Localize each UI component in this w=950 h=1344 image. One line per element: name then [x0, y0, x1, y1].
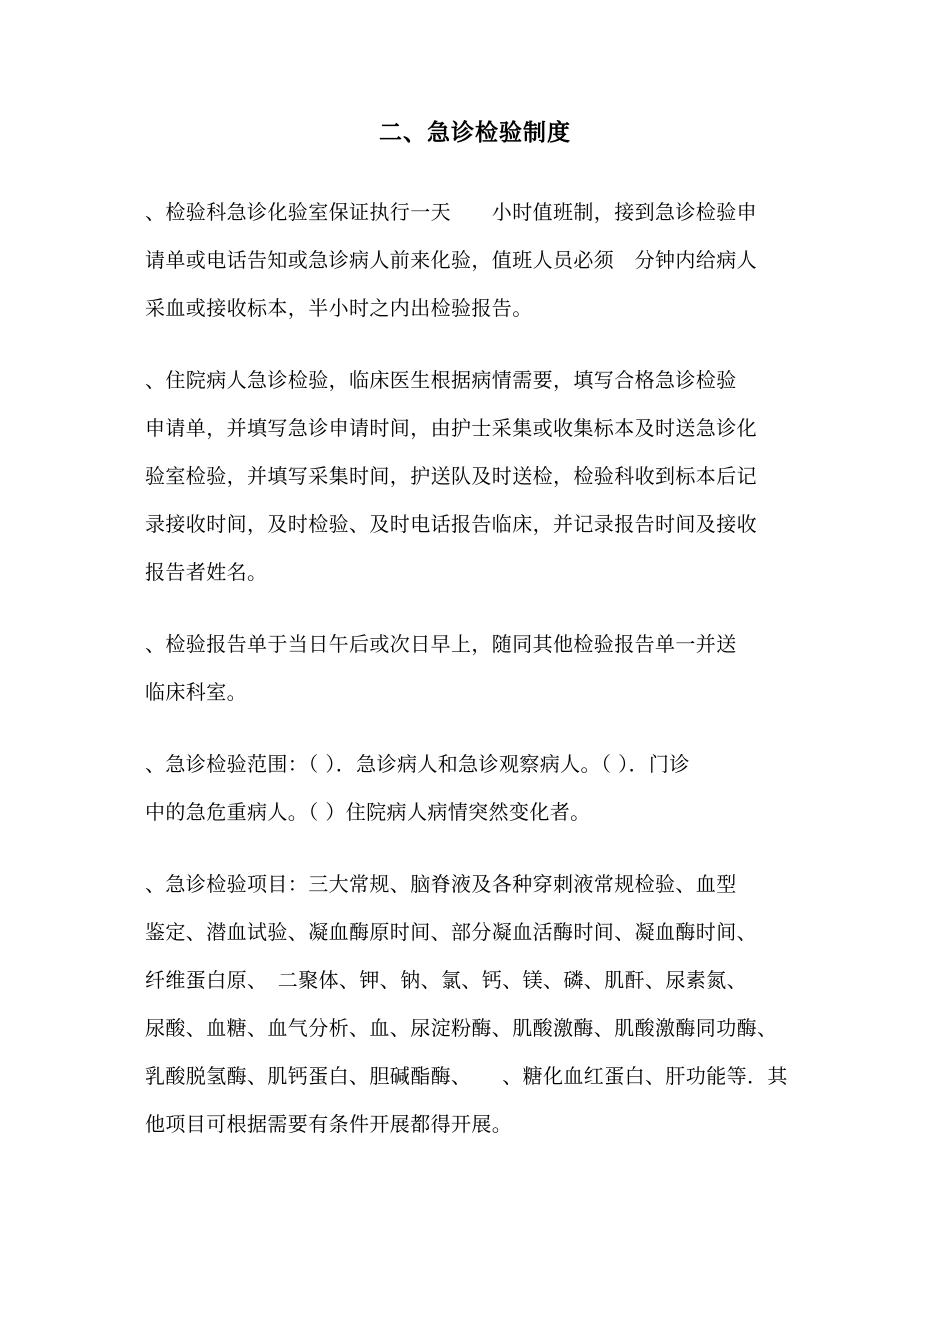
- paragraph-line: 请单或电话告知或急诊病人前来化验，值班人员必须 分钟内给病人: [145, 248, 757, 272]
- paragraph-2: [145, 356, 807, 596]
- paragraph-line: 录接收时间，及时检验、及时电话报告临床，并记录报告时间及接收: [145, 512, 757, 536]
- paragraph-spacer: [145, 596, 807, 620]
- paragraph-spacer: [145, 716, 807, 740]
- paragraph-line: 尿酸、血糖、血气分析、血、尿淀粉酶、肌酸激酶、肌酸激酶同功酶、: [145, 1016, 778, 1040]
- paragraph-spacer: [145, 332, 807, 356]
- paragraph-line: 验室检验，并填写采集时间，护送队及时送检，检验科收到标本后记: [145, 464, 757, 488]
- paragraph-line: 报告者姓名。: [145, 560, 268, 584]
- paragraph-line: 乳酸脱氢酶、肌钙蛋白、胆碱酯酶、 、糖化血红蛋白、肝功能等．其: [145, 1064, 788, 1088]
- paragraph-line: 、检验报告单于当日午后或次日早上，随同其他检验报告单一并送: [145, 632, 737, 656]
- paragraph-1: [145, 188, 807, 332]
- paragraph-line: 他项目可根据需要有条件开展都得开展。: [145, 1112, 513, 1136]
- paragraph-line: 、住院病人急诊检验，临床医生根据病情需要，填写合格急诊检验: [145, 368, 737, 392]
- paragraph-line: 中的急危重病人。（ ）住院病人病情突然变化者。: [145, 800, 591, 824]
- paragraph-line: 、检验科急诊化验室保证执行一天 小时值班制，接到急诊检验申: [145, 200, 757, 224]
- paragraph-line: 纤维蛋白原、 二聚体、钾、钠、氯、钙、镁、磷、肌酐、尿素氮、: [145, 968, 747, 992]
- paragraph-line: 申请单，并填写急诊申请时间，由护士采集或收集标本及时送急诊化: [145, 416, 757, 440]
- paragraph-line: 、急诊检验项目：三大常规、脑脊液及各种穿刺液常规检验、血型: [145, 872, 737, 896]
- paragraph-4: [145, 740, 807, 836]
- paragraph-line: 临床科室。: [145, 680, 247, 704]
- paragraph-5: [145, 860, 807, 1148]
- paragraph-line: 、急诊检验范围：（ ）．急诊病人和急诊观察病人。（ ）．门诊: [145, 752, 690, 776]
- document-body: [145, 188, 807, 1148]
- paragraph-line: 采血或接收标本，半小时之内出检验报告。: [145, 296, 533, 320]
- paragraph-spacer: [145, 836, 807, 860]
- paragraph-3: [145, 620, 807, 716]
- paragraph-line: 鉴定、潜血试验、凝血酶原时间、部分凝血活酶时间、凝血酶时间、: [145, 920, 757, 944]
- document-title: 二、急诊检验制度: [379, 120, 571, 146]
